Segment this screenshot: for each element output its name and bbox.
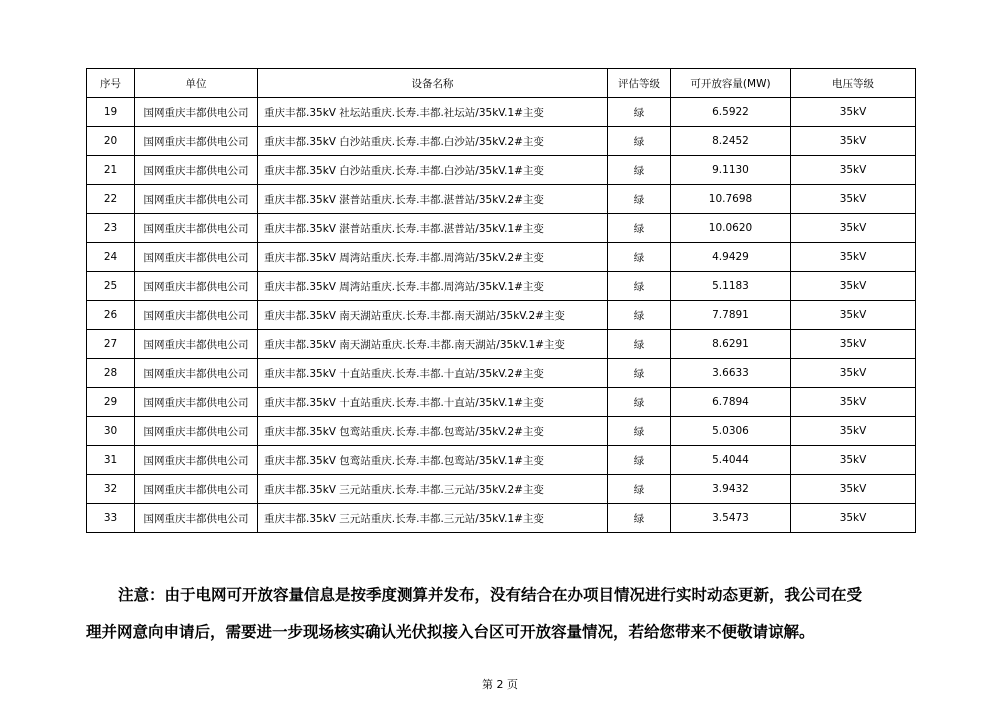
table-cell: 35kV — [791, 330, 916, 359]
table-cell: 5.0306 — [671, 417, 791, 446]
table-cell: 绿 — [608, 156, 671, 185]
table-cell: 35kV — [791, 214, 916, 243]
table-cell: 绿 — [608, 359, 671, 388]
table-cell: 绿 — [608, 417, 671, 446]
table-cell: 19 — [87, 98, 135, 127]
table-cell: 3.9432 — [671, 475, 791, 504]
header-cell: 设备名称 — [258, 69, 608, 98]
table-row — [87, 388, 916, 417]
table-cell: 绿 — [608, 243, 671, 272]
table-cell: 绿 — [608, 330, 671, 359]
notice-line: 注意：由于电网可开放容量信息是按季度测算并发布，没有结合在办项目情况进行实时动态更新，我公司在受 — [118, 585, 863, 604]
device-name-cell: 重庆丰都.35kV 三元站重庆.长寿.丰都.三元站/35kV.2#主变 — [258, 475, 608, 504]
table-cell: 35kV — [791, 359, 916, 388]
table-row — [87, 359, 916, 388]
table-cell: 绿 — [608, 446, 671, 475]
table-cell: 国网重庆丰都供电公司 — [135, 417, 258, 446]
table-cell: 绿 — [608, 185, 671, 214]
table-cell: 国网重庆丰都供电公司 — [135, 359, 258, 388]
table-body — [87, 98, 916, 533]
header-cell: 电压等级 — [791, 69, 916, 98]
table-cell: 8.6291 — [671, 330, 791, 359]
table-cell: 国网重庆丰都供电公司 — [135, 156, 258, 185]
table-cell: 国网重庆丰都供电公司 — [135, 301, 258, 330]
device-name-cell: 重庆丰都.35kV 包鸾站重庆.长寿.丰都.包鸾站/35kV.1#主变 — [258, 446, 608, 475]
header-cell: 评估等级 — [608, 69, 671, 98]
device-name-cell: 重庆丰都.35kV 十直站重庆.长寿.丰都.十直站/35kV.1#主变 — [258, 388, 608, 417]
table-cell: 5.4044 — [671, 446, 791, 475]
table-cell: 国网重庆丰都供电公司 — [135, 446, 258, 475]
table-cell: 9.1130 — [671, 156, 791, 185]
table-cell: 20 — [87, 127, 135, 156]
device-name-cell: 重庆丰都.35kV 社坛站重庆.长寿.丰都.社坛站/35kV.1#主变 — [258, 98, 608, 127]
table-cell: 29 — [87, 388, 135, 417]
table-cell: 24 — [87, 243, 135, 272]
table-row — [87, 98, 916, 127]
table-cell: 5.1183 — [671, 272, 791, 301]
table-cell: 31 — [87, 446, 135, 475]
header-cell: 单位 — [135, 69, 258, 98]
device-name-cell: 重庆丰都.35kV 南天湖站重庆.长寿.丰都.南天湖站/35kV.2#主变 — [258, 301, 608, 330]
table-cell: 22 — [87, 185, 135, 214]
table-cell: 6.7894 — [671, 388, 791, 417]
table-cell: 国网重庆丰都供电公司 — [135, 388, 258, 417]
table-row — [87, 417, 916, 446]
table-cell: 绿 — [608, 214, 671, 243]
table-cell: 32 — [87, 475, 135, 504]
table-cell: 35kV — [791, 446, 916, 475]
table-cell: 4.9429 — [671, 243, 791, 272]
table-cell: 国网重庆丰都供电公司 — [135, 272, 258, 301]
table-cell: 绿 — [608, 301, 671, 330]
table-cell: 35kV — [791, 301, 916, 330]
table-row — [87, 272, 916, 301]
device-name-cell: 重庆丰都.35kV 湛普站重庆.长寿.丰都.湛普站/35kV.1#主变 — [258, 214, 608, 243]
table-cell: 10.7698 — [671, 185, 791, 214]
table-row — [87, 185, 916, 214]
table-cell: 3.6633 — [671, 359, 791, 388]
header-cell: 可开放容量(MW) — [671, 69, 791, 98]
table-cell: 30 — [87, 417, 135, 446]
table-cell: 国网重庆丰都供电公司 — [135, 185, 258, 214]
device-name-cell: 重庆丰都.35kV 湛普站重庆.长寿.丰都.湛普站/35kV.2#主变 — [258, 185, 608, 214]
table-cell: 35kV — [791, 127, 916, 156]
table-cell: 26 — [87, 301, 135, 330]
table-cell: 28 — [87, 359, 135, 388]
device-name-cell: 重庆丰都.35kV 周湾站重庆.长寿.丰都.周湾站/35kV.2#主变 — [258, 243, 608, 272]
table-row — [87, 156, 916, 185]
table-cell: 国网重庆丰都供电公司 — [135, 214, 258, 243]
table-cell: 23 — [87, 214, 135, 243]
table-cell: 7.7891 — [671, 301, 791, 330]
header-cell: 序号 — [87, 69, 135, 98]
table-cell: 35kV — [791, 272, 916, 301]
table-cell: 35kV — [791, 156, 916, 185]
device-name-cell: 重庆丰都.35kV 十直站重庆.长寿.丰都.十直站/35kV.2#主变 — [258, 359, 608, 388]
table-cell: 21 — [87, 156, 135, 185]
table-cell: 绿 — [608, 98, 671, 127]
table-row — [87, 504, 916, 533]
table-header-row — [87, 69, 916, 98]
device-name-cell: 重庆丰都.35kV 周湾站重庆.长寿.丰都.周湾站/35kV.1#主变 — [258, 272, 608, 301]
table-row — [87, 127, 916, 156]
table-cell: 国网重庆丰都供电公司 — [135, 98, 258, 127]
device-name-cell: 重庆丰都.35kV 白沙站重庆.长寿.丰都.白沙站/35kV.1#主变 — [258, 156, 608, 185]
device-name-cell: 重庆丰都.35kV 包鸾站重庆.长寿.丰都.包鸾站/35kV.2#主变 — [258, 417, 608, 446]
table-row — [87, 446, 916, 475]
device-name-cell: 重庆丰都.35kV 白沙站重庆.长寿.丰都.白沙站/35kV.2#主变 — [258, 127, 608, 156]
table-cell: 27 — [87, 330, 135, 359]
table-cell: 6.5922 — [671, 98, 791, 127]
table-row — [87, 301, 916, 330]
table-cell: 国网重庆丰都供电公司 — [135, 243, 258, 272]
table-cell: 国网重庆丰都供电公司 — [135, 475, 258, 504]
table-cell: 国网重庆丰都供电公司 — [135, 330, 258, 359]
table-cell: 绿 — [608, 504, 671, 533]
table-cell: 绿 — [608, 475, 671, 504]
capacity-table — [86, 68, 916, 533]
table-row — [87, 330, 916, 359]
table-row — [87, 214, 916, 243]
table-cell: 3.5473 — [671, 504, 791, 533]
table-cell: 国网重庆丰都供电公司 — [135, 504, 258, 533]
notice-paragraph — [86, 576, 922, 650]
table-cell: 33 — [87, 504, 135, 533]
table-cell: 绿 — [608, 388, 671, 417]
table-cell: 35kV — [791, 185, 916, 214]
table-cell: 35kV — [791, 98, 916, 127]
table-cell: 35kV — [791, 388, 916, 417]
table-cell: 10.0620 — [671, 214, 791, 243]
table-cell: 35kV — [791, 475, 916, 504]
device-name-cell: 重庆丰都.35kV 南天湖站重庆.长寿.丰都.南天湖站/35kV.1#主变 — [258, 330, 608, 359]
table-cell: 8.2452 — [671, 127, 791, 156]
table-cell: 35kV — [791, 504, 916, 533]
device-name-cell: 重庆丰都.35kV 三元站重庆.长寿.丰都.三元站/35kV.1#主变 — [258, 504, 608, 533]
page-number: 第 2 页 — [482, 678, 518, 691]
notice-line: 理并网意向申请后，需要进一步现场核实确认光伏拟接入台区可开放容量情况，若给您带来不便敬请谅解。 — [86, 622, 815, 641]
table-cell: 35kV — [791, 243, 916, 272]
table-cell: 绿 — [608, 127, 671, 156]
table-row — [87, 243, 916, 272]
table-cell: 25 — [87, 272, 135, 301]
table-row — [87, 475, 916, 504]
table-cell: 绿 — [608, 272, 671, 301]
table-cell: 35kV — [791, 417, 916, 446]
table-cell: 国网重庆丰都供电公司 — [135, 127, 258, 156]
